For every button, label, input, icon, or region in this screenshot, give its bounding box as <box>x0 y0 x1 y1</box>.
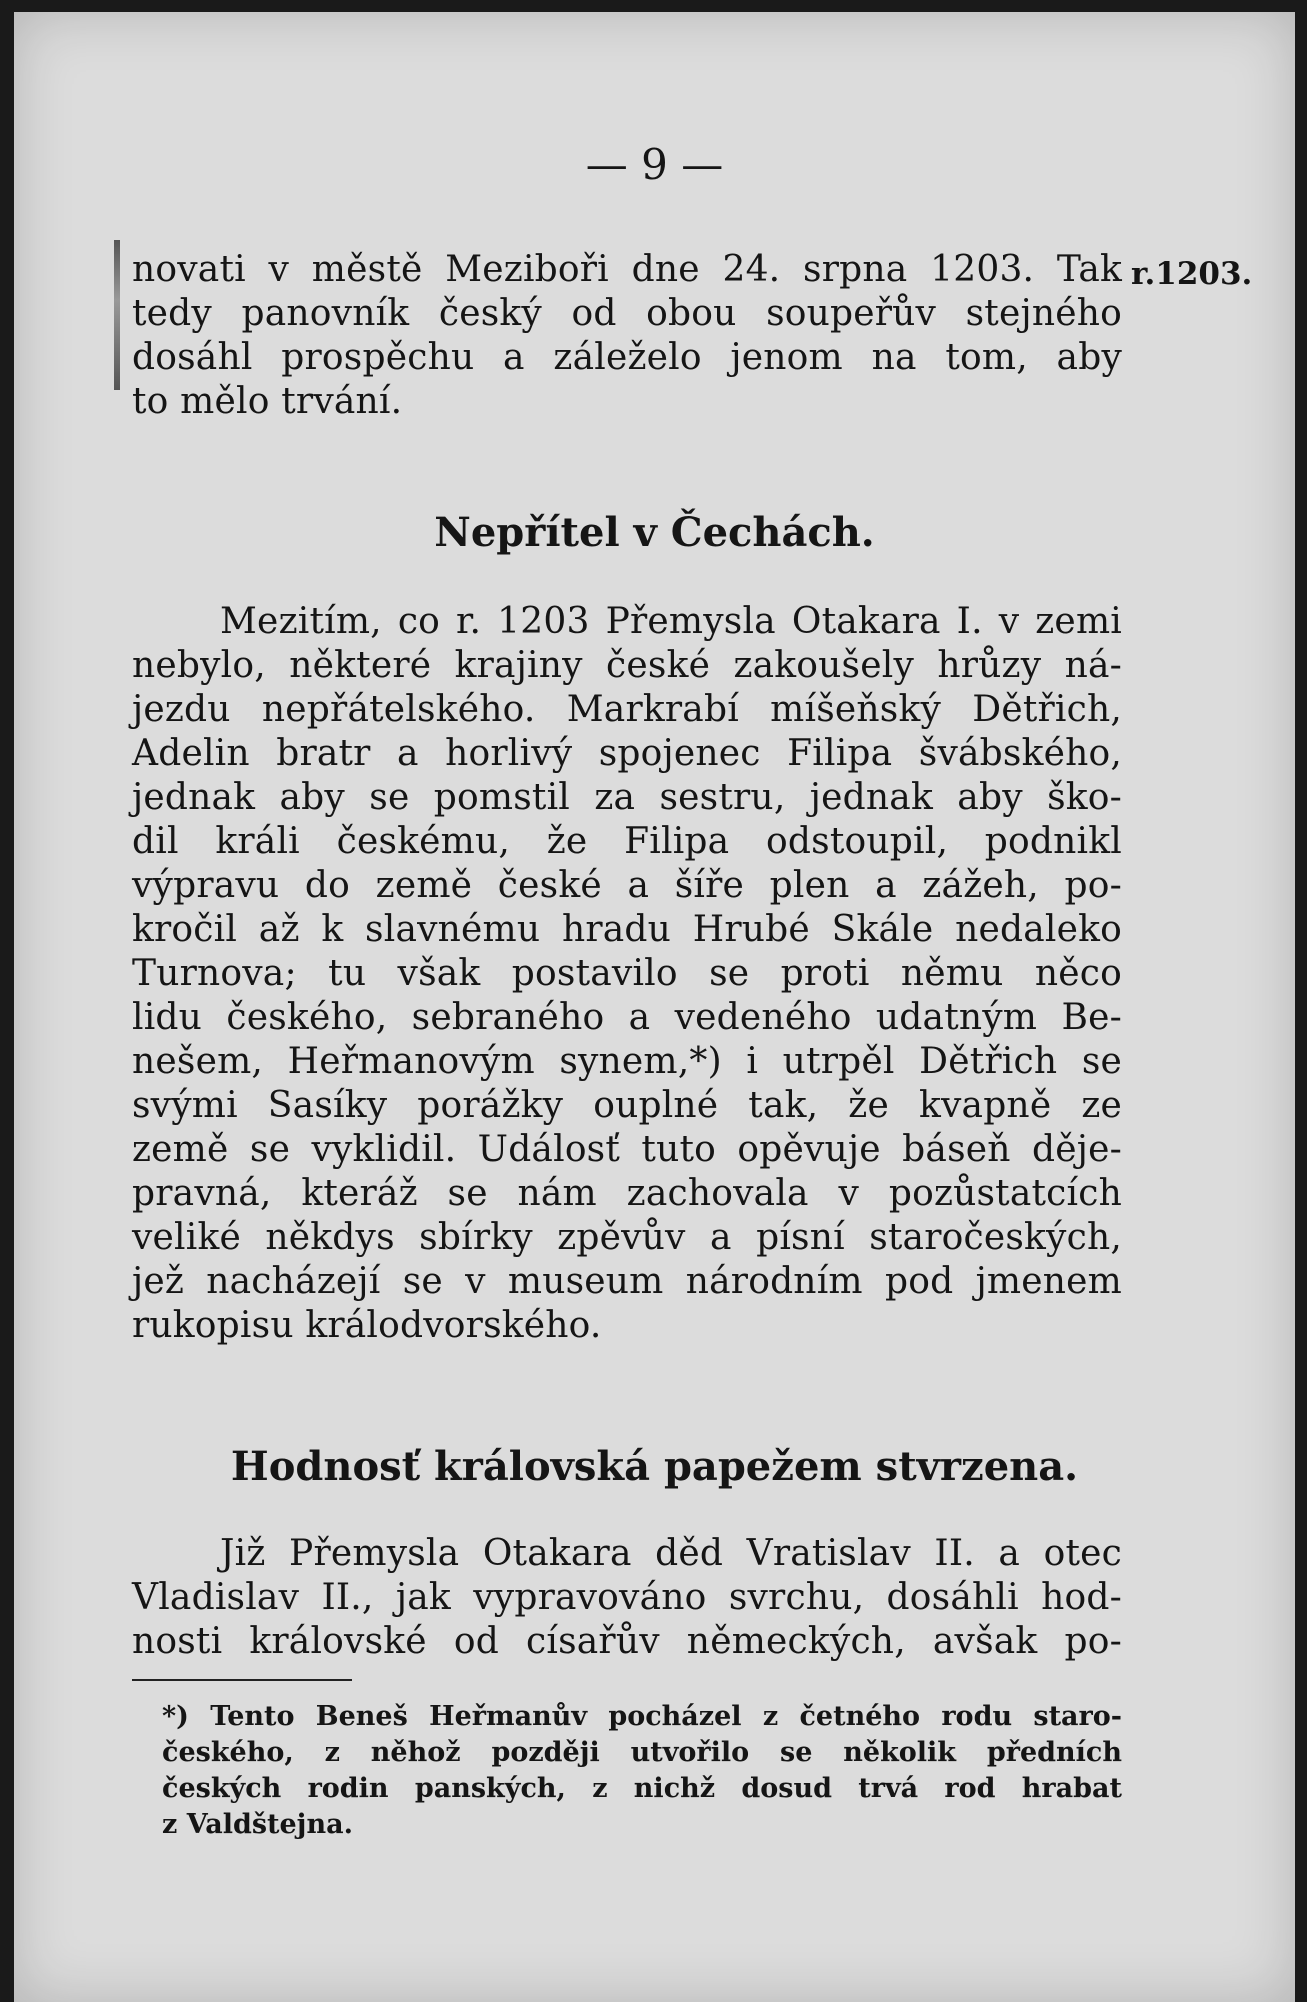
text-line: nebylo, některé krajiny české zakoušely hrůzy ná- <box>132 645 1122 686</box>
text-line: lidu českého, sebraného a vedeného udatným Be- <box>132 997 1122 1038</box>
section-heading-1: Nepřítel v Čechách. <box>434 509 875 556</box>
page-number: — 9 — <box>585 140 724 189</box>
paragraph-2 <box>132 600 1122 1348</box>
margin-note-year: r.1203. <box>1131 256 1253 292</box>
text-line: Již Přemysla Otakara děd Vratislav II. a otec <box>220 1533 1122 1574</box>
text-line: výpravu do země české a šíře plen a zážeh, po- <box>132 865 1122 906</box>
footnote-line: *) Tento Beneš Heřmanův pocházel z četného rodu staro- <box>162 1701 1122 1732</box>
text-line: Adelin bratr a horlivý spojenec Filipa švábského, <box>132 733 1122 774</box>
text-line: Turnova; tu však postavilo se proti němu něco <box>132 953 1122 994</box>
book-page <box>14 12 1295 2002</box>
text-line: nosti královské od císařův německých, avšak po- <box>132 1621 1122 1662</box>
text-line: dil králi českému, že Filipa odstoupil, podnikl <box>132 821 1122 862</box>
binding-edge-mark <box>114 240 120 390</box>
paragraph-1 <box>132 248 1122 424</box>
text-line: novati v městě Meziboři dne 24. srpna 1203. Tak <box>132 249 1122 290</box>
text-line: jež nacházejí se v museum národním pod jmenem <box>132 1261 1122 1302</box>
section-heading-2: Hodnosť královská papežem stvrzena. <box>230 1443 1079 1490</box>
text-line: tedy panovník český od obou soupeřův stejného <box>132 293 1122 334</box>
paragraph-3 <box>132 1532 1122 1664</box>
text-line: jezdu nepřátelského. Markrabí míšeňský Dětřich, <box>132 689 1122 730</box>
text-line: rukopisu králodvorského. <box>132 1305 602 1346</box>
text-line: nešem, Heřmanovým synem,*) i utrpěl Dětřich se <box>132 1041 1122 1082</box>
text-line: pravná, kteráž se nám zachovala v pozůstatcích <box>132 1173 1122 1214</box>
footnote-divider <box>132 1679 352 1681</box>
text-line: dosáhl prospěchu a záleželo jenom na tom, aby <box>132 337 1122 378</box>
text-line: Vladislav II., jak vypravováno svrchu, dosáhli hod- <box>132 1577 1122 1618</box>
footnote-line: českých rodin panských, z nichž dosud trvá rod hrabat <box>162 1773 1122 1804</box>
text-line: jednak aby se pomstil za sestru, jednak aby ško- <box>132 777 1122 818</box>
text-line: Mezitím, co r. 1203 Přemysla Otakara I. v zemi <box>220 601 1122 642</box>
text-line: svými Sasíky porážky ouplné tak, že kvapně ze <box>132 1085 1122 1126</box>
text-line: to mělo trvání. <box>132 381 403 422</box>
text-line: kročil až k slavnému hradu Hrubé Skále nedaleko <box>132 909 1122 950</box>
text-line: veliké někdys sbírky zpěvův a písní staročeských, <box>132 1217 1122 1258</box>
text-line: země se vyklidil. Událosť tuto opěvuje báseň děje- <box>132 1129 1122 1170</box>
footnote-line: z Valdštejna. <box>162 1809 353 1840</box>
footnote-line: českého, z něhož později utvořilo se několik předních <box>162 1737 1122 1768</box>
